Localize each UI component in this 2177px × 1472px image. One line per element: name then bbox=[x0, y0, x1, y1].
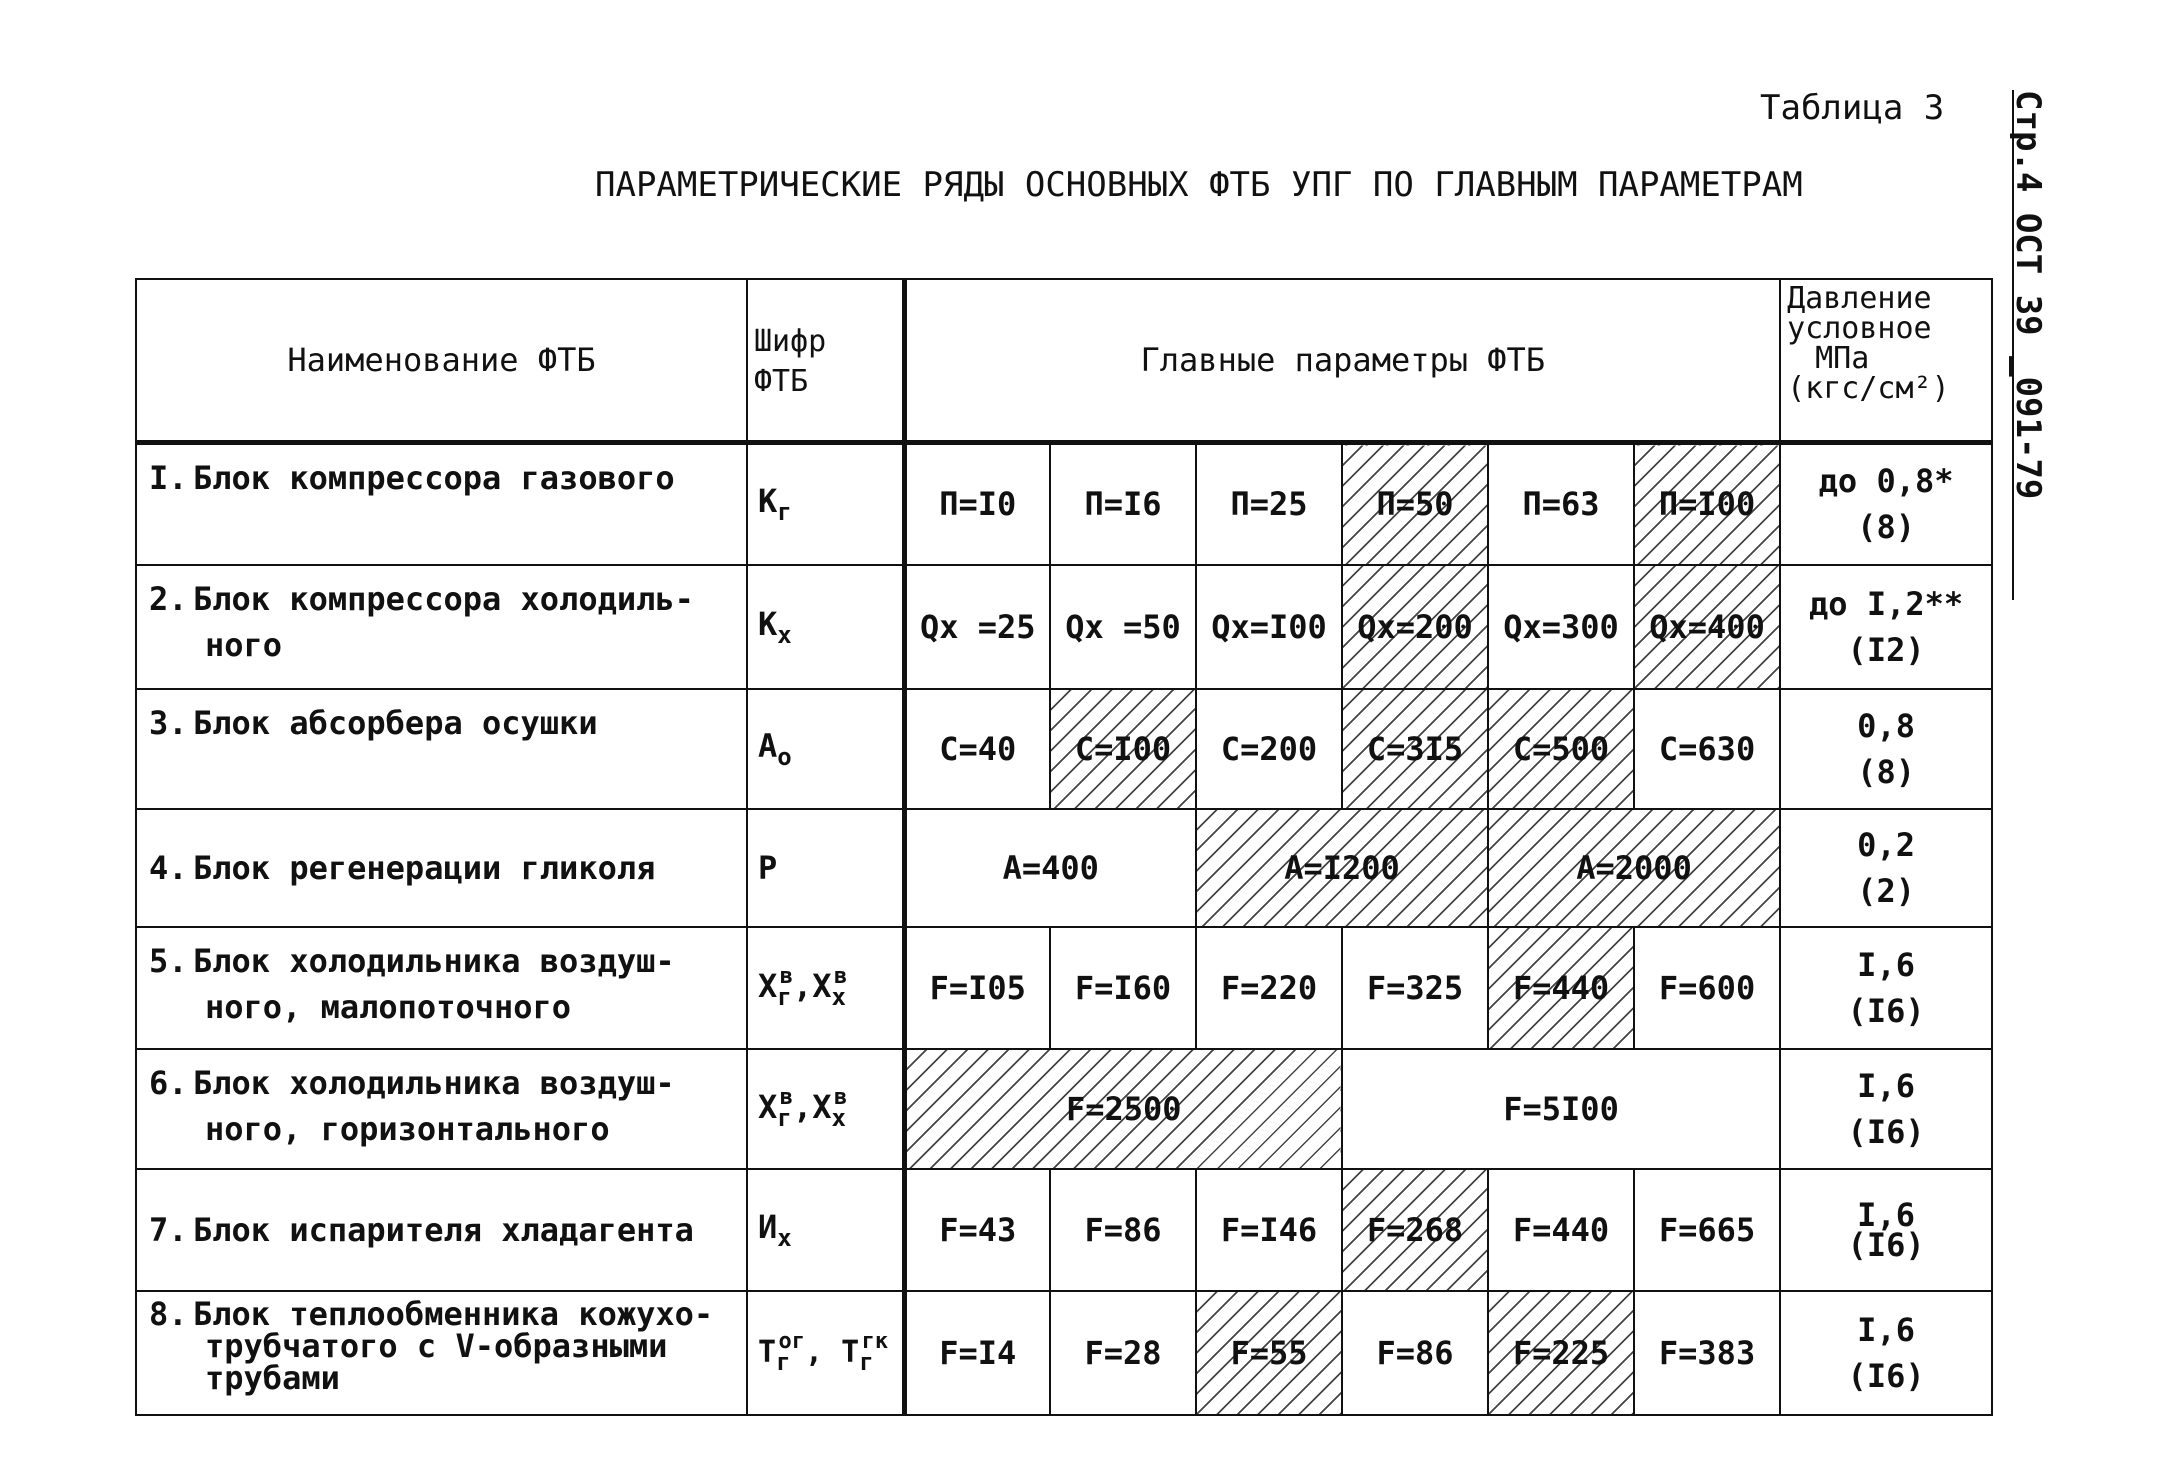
row-name bbox=[136, 927, 747, 1049]
pressure-cell bbox=[1780, 689, 1992, 809]
parametric-table bbox=[135, 278, 1993, 1416]
param-cell-hatched: F=268 bbox=[1342, 1169, 1488, 1291]
header-code bbox=[747, 279, 904, 443]
table-row bbox=[136, 443, 1992, 565]
row-code: $К_х$ bbox=[747, 565, 904, 689]
pressure-cell bbox=[1780, 809, 1992, 927]
param-cell: F=325 bbox=[1342, 927, 1488, 1049]
param-cell: П=I6 bbox=[1050, 443, 1196, 565]
row-name-line1: Блок холодильника воздуш- bbox=[193, 1063, 675, 1102]
header-pressure bbox=[1780, 279, 1992, 443]
row-name-line2: ного bbox=[205, 625, 283, 664]
pressure-value-kgf: (I6) bbox=[1847, 1112, 1925, 1151]
pressure-value-kgf: (2) bbox=[1857, 871, 1915, 910]
param-cell: С=200 bbox=[1196, 689, 1342, 809]
pressure-value-kgf: (8) bbox=[1857, 752, 1915, 791]
param-cell-hatched: А=2000 bbox=[1488, 809, 1780, 927]
param-cell-hatched: Qх=400 bbox=[1634, 565, 1780, 689]
param-cell-hatched: П=50 bbox=[1342, 443, 1488, 565]
row-name bbox=[136, 1169, 747, 1291]
row-number: 4. bbox=[149, 848, 188, 887]
table-row bbox=[136, 1049, 1992, 1169]
param-cell: Qх =25 bbox=[904, 565, 1050, 689]
pressure-value: до 0,8* bbox=[1818, 462, 1954, 501]
header-pressure-line1: Давление bbox=[1787, 281, 1932, 316]
param-cell-hatched: F=55 bbox=[1196, 1291, 1342, 1415]
param-cell: F=220 bbox=[1196, 927, 1342, 1049]
pressure-value: I,6 bbox=[1857, 945, 1915, 984]
row-name-line2: трубчатого с V-образными bbox=[205, 1326, 668, 1365]
param-cell-hatched: П=I00 bbox=[1634, 443, 1780, 565]
header-pressure-line2: условное bbox=[1787, 311, 1932, 346]
param-cell: Qх=I00 bbox=[1196, 565, 1342, 689]
header-code-line1: Шифр bbox=[754, 324, 827, 359]
param-cell: F=I46 bbox=[1196, 1169, 1342, 1291]
pressure-value-kgf: (8) bbox=[1857, 508, 1915, 547]
param-cell-hatched: F=225 bbox=[1488, 1291, 1634, 1415]
pressure-value-kgf: (I6) bbox=[1847, 1225, 1925, 1264]
param-cell: F=600 bbox=[1634, 927, 1780, 1049]
row-name-line2: ного, горизонтального bbox=[205, 1109, 610, 1148]
pressure-value: I,6 bbox=[1857, 1310, 1915, 1349]
row-name bbox=[136, 565, 747, 689]
header-name: Наименование ФТБ bbox=[136, 279, 747, 443]
row-code: $К_г$ bbox=[747, 443, 904, 565]
row-name bbox=[136, 1291, 747, 1415]
page-title: ПАРАМЕТРИЧЕСКИЕ РЯДЫ ОСНОВНЫХ ФТБ УПГ ПО ГЛАВНЫМ ПАРАМЕТРАМ bbox=[595, 165, 1803, 205]
row-number: 3. bbox=[149, 703, 188, 742]
param-cell: Qх=300 bbox=[1488, 565, 1634, 689]
param-cell: F=5I00 bbox=[1342, 1049, 1780, 1169]
row-name bbox=[136, 1049, 747, 1169]
row-number: 5. bbox=[149, 941, 188, 980]
param-cell: F=I05 bbox=[904, 927, 1050, 1049]
table-row bbox=[136, 689, 1992, 809]
header-pressure-line4: (кгс/см²) bbox=[1787, 371, 1950, 406]
pressure-cell bbox=[1780, 1291, 1992, 1415]
param-cell: F=I60 bbox=[1050, 927, 1196, 1049]
pressure-value: 0,2 bbox=[1857, 825, 1915, 864]
document-code: Стр.4 ОСТ 39 _091-79 bbox=[2008, 90, 2048, 500]
table-row bbox=[136, 927, 1992, 1049]
pressure-cell bbox=[1780, 1169, 1992, 1291]
row-name-line1: Блок холодильника воздуш- bbox=[193, 941, 675, 980]
param-cell: П=25 bbox=[1196, 443, 1342, 565]
row-name-line3: трубами bbox=[205, 1358, 340, 1397]
param-cell: F=383 bbox=[1634, 1291, 1780, 1415]
row-name-line1: Блок абсорбера осушки bbox=[193, 703, 598, 742]
row-name bbox=[136, 443, 747, 565]
pressure-value-kgf: (I2) bbox=[1847, 630, 1925, 669]
row-number: I. bbox=[149, 459, 188, 497]
row-code: $Т_г^{ог}$, $Т_г^{гк}$ bbox=[747, 1291, 904, 1415]
param-cell: F=I4 bbox=[904, 1291, 1050, 1415]
row-name-line1: Блок испарителя хладагента bbox=[193, 1210, 694, 1249]
table-number-label: Таблица 3 bbox=[1760, 88, 1945, 128]
row-name-line2: ного, малопоточного bbox=[205, 987, 572, 1026]
pressure-value: до I,2** bbox=[1809, 584, 1964, 623]
param-cell-hatched: F=2500 bbox=[904, 1049, 1342, 1169]
table-header-row bbox=[136, 279, 1992, 443]
row-code: $А_о$ bbox=[747, 689, 904, 809]
param-cell: С=630 bbox=[1634, 689, 1780, 809]
pressure-cell bbox=[1780, 443, 1992, 565]
row-name-line1: Блок компрессора холодиль- bbox=[193, 579, 694, 618]
header-pressure-line3: МПа bbox=[1815, 341, 1870, 376]
table-row bbox=[136, 1291, 1992, 1415]
row-number: 8. bbox=[149, 1294, 188, 1333]
row-code: $Х_г^в,Х_х^в$ bbox=[747, 1049, 904, 1169]
param-cell: F=28 bbox=[1050, 1291, 1196, 1415]
row-code: $Х_г^в,Х_х^в$ bbox=[747, 927, 904, 1049]
param-cell: П=63 bbox=[1488, 443, 1634, 565]
pressure-cell bbox=[1780, 565, 1992, 689]
row-code: $И_х$ bbox=[747, 1169, 904, 1291]
param-cell-hatched: С=I00 bbox=[1050, 689, 1196, 809]
row-name bbox=[136, 809, 747, 927]
param-cell: С=40 bbox=[904, 689, 1050, 809]
pressure-value: 0,8 bbox=[1857, 706, 1915, 745]
row-name-line1: Блок компрессора газового bbox=[193, 459, 675, 497]
param-cell: Qх =50 bbox=[1050, 565, 1196, 689]
row-name-line1: Блок регенерации гликоля bbox=[193, 848, 656, 887]
param-cell: F=665 bbox=[1634, 1169, 1780, 1291]
side-margin-code bbox=[2008, 90, 2052, 600]
pressure-cell bbox=[1780, 1049, 1992, 1169]
table-row bbox=[136, 1169, 1992, 1291]
param-cell: А=400 bbox=[904, 809, 1196, 927]
param-cell: F=43 bbox=[904, 1169, 1050, 1291]
pressure-value: I,6 bbox=[1857, 1066, 1915, 1105]
row-name bbox=[136, 689, 747, 809]
row-number: 7. bbox=[149, 1210, 188, 1249]
param-cell: F=440 bbox=[1488, 1169, 1634, 1291]
header-code-line2: ФТБ bbox=[754, 364, 809, 399]
header-params: Главные параметры ФТБ bbox=[904, 279, 1780, 443]
pressure-value-kgf: (I6) bbox=[1847, 991, 1925, 1030]
pressure-cell bbox=[1780, 927, 1992, 1049]
row-name-line1: Блок теплообменника кожухо- bbox=[193, 1294, 714, 1333]
param-cell: F=86 bbox=[1050, 1169, 1196, 1291]
param-cell-hatched: А=I200 bbox=[1196, 809, 1488, 927]
param-cell-hatched: F=440 bbox=[1488, 927, 1634, 1049]
pressure-value: I,6 bbox=[1857, 1195, 1915, 1234]
table-row bbox=[136, 565, 1992, 689]
param-cell-hatched: С=3I5 bbox=[1342, 689, 1488, 809]
row-code: Р bbox=[747, 809, 904, 927]
row-number: 6. bbox=[149, 1063, 188, 1102]
param-cell-hatched: Qх=200 bbox=[1342, 565, 1488, 689]
param-cell: П=I0 bbox=[904, 443, 1050, 565]
table-row bbox=[136, 809, 1992, 927]
row-number: 2. bbox=[149, 579, 188, 618]
pressure-value-kgf: (I6) bbox=[1847, 1356, 1925, 1395]
param-cell-hatched: С=500 bbox=[1488, 689, 1634, 809]
param-cell: F=86 bbox=[1342, 1291, 1488, 1415]
